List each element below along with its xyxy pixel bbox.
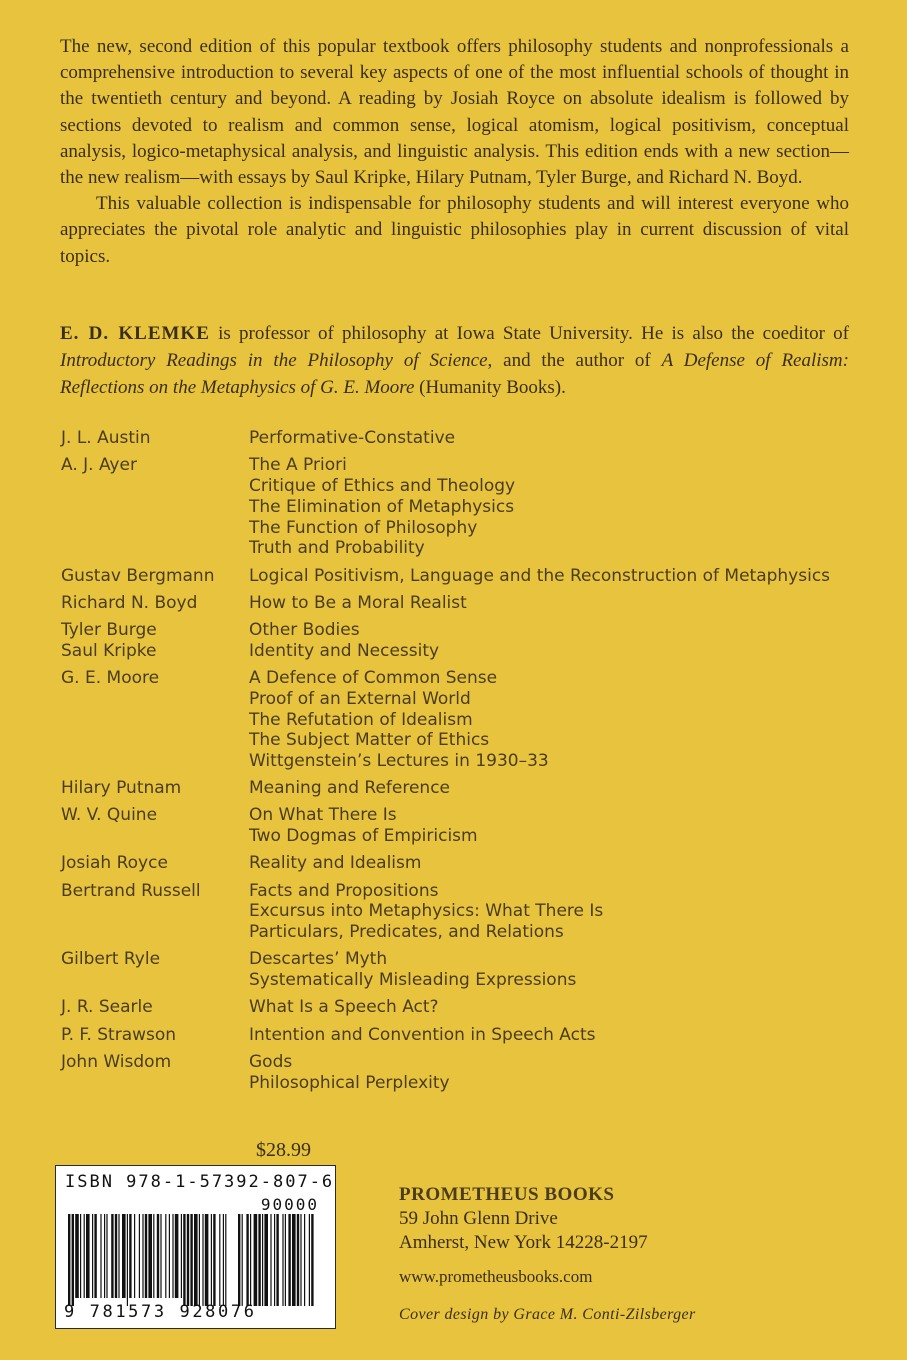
contents-title: How to Be a Moral Realist xyxy=(249,592,467,613)
contents-title: Reality and Idealism xyxy=(249,853,422,874)
barcode-addon-bar xyxy=(288,1214,290,1306)
editor-bio xyxy=(60,320,849,401)
contents-list xyxy=(61,428,861,1100)
contents-author: G. E. Moore xyxy=(61,667,160,688)
bio-text-3: (Humanity Books). xyxy=(414,377,566,398)
barcode-bar xyxy=(194,1214,198,1306)
contents-titles xyxy=(249,881,861,943)
contents-author: W. V. Quine xyxy=(61,805,158,826)
contents-title: Proof of an External World xyxy=(249,688,471,709)
contents-entry xyxy=(61,949,861,991)
contents-title: The A Priori xyxy=(249,455,347,476)
contents-titles xyxy=(249,1025,861,1046)
barcode-addon-bar xyxy=(282,1214,283,1306)
contents-entry xyxy=(61,668,861,772)
contents-entry xyxy=(61,1025,861,1046)
barcode-bars xyxy=(66,1214,316,1306)
barcode-bar xyxy=(160,1214,161,1298)
contents-entry xyxy=(61,455,861,559)
contents-title: Gods xyxy=(249,1051,293,1072)
barcode-addon-number: 90000 xyxy=(260,1195,319,1214)
contents-title: Systematically Misleading Expressions xyxy=(249,970,577,991)
blurb-paragraph-2: This valuable collection is indispensable for philosophy students and will interest everyone who appreciates the pivotal role analytic and linguistic philosophies play in current discussion of vital topics. xyxy=(60,193,849,267)
contents-title: Excursus into Metaphysics: What There Is xyxy=(249,901,604,922)
contents-title: The Refutation of Idealism xyxy=(249,709,473,730)
contents-entry xyxy=(61,428,861,449)
barcode-addon-bar xyxy=(262,1214,263,1306)
bio-book-title-2: A Defense of Realism: Reflections on the Metaphysics of G. E. Moore xyxy=(60,350,849,398)
contents-titles xyxy=(249,566,861,587)
barcode-bar xyxy=(157,1214,159,1298)
barcode-bar xyxy=(202,1214,203,1306)
barcode-bar xyxy=(75,1214,79,1298)
description-blurb xyxy=(60,34,849,270)
barcode-bar xyxy=(127,1214,128,1306)
contents-author: J. R. Searle xyxy=(61,997,153,1018)
barcode-addon-bar xyxy=(309,1214,310,1306)
barcode-bar xyxy=(106,1214,107,1298)
contents-entry xyxy=(61,805,861,847)
barcode-bar xyxy=(183,1214,185,1306)
contents-title: A Defence of Common Sense xyxy=(249,667,498,688)
barcode-addon-bar xyxy=(258,1214,260,1306)
barcode-bar xyxy=(142,1214,143,1298)
barcode-bar xyxy=(225,1214,226,1306)
contents-title: Particulars, Predicates, and Relations xyxy=(249,922,564,943)
barcode-bar xyxy=(94,1214,96,1298)
barcode-addon-bar xyxy=(311,1214,313,1306)
contents-title: Meaning and Reference xyxy=(249,778,451,799)
barcode-bar xyxy=(68,1214,70,1306)
barcode-addon-bar xyxy=(254,1214,258,1306)
editor-name: E. D. KLEMKE xyxy=(60,323,210,344)
barcode-bar xyxy=(211,1214,212,1306)
contents-title: Philosophical Perplexity xyxy=(249,1072,450,1093)
contents-title: Intention and Convention in Speech Acts xyxy=(249,1024,596,1045)
barcode-bar xyxy=(190,1214,192,1306)
contents-author: Richard N. Boyd xyxy=(61,592,198,613)
contents-titles xyxy=(249,949,861,991)
barcode-addon-bar xyxy=(250,1214,251,1306)
contents-author: P. F. Strawson xyxy=(61,1024,177,1045)
contents-title: Truth and Probability xyxy=(249,538,425,559)
barcode-addon-bar xyxy=(297,1214,299,1306)
contents-title: Wittgenstein’s Lectures in 1930–33 xyxy=(249,751,549,772)
contents-author: A. J. Ayer xyxy=(61,455,137,476)
barcode-bar xyxy=(134,1214,135,1298)
contents-title: Identity and Necessity xyxy=(249,640,440,661)
barcode-addon-bar xyxy=(238,1214,240,1306)
contents-titles xyxy=(249,1052,861,1094)
barcode-addon-bar xyxy=(300,1214,301,1306)
barcode-bar xyxy=(100,1214,101,1298)
contents-titles xyxy=(249,853,861,874)
barcode-bar xyxy=(92,1214,93,1298)
contents-author: John Wisdom xyxy=(61,1051,172,1072)
contents-title: Performative-Constative xyxy=(249,428,456,448)
barcode-addon-bar xyxy=(274,1214,275,1306)
barcode-addon-bar xyxy=(285,1214,286,1306)
publisher-info xyxy=(399,1183,648,1289)
contents-titles xyxy=(249,428,861,449)
barcode-bar xyxy=(153,1214,154,1298)
contents-title: Logical Positivism, Language and the Reconstruction of Metaphysics xyxy=(249,565,831,586)
barcode-bar xyxy=(80,1214,81,1298)
contents-title: Critique of Ethics and Theology xyxy=(249,475,516,496)
contents-title: The Elimination of Metaphysics xyxy=(249,496,515,517)
barcode-bar xyxy=(72,1214,74,1306)
barcode-addon-bar xyxy=(242,1214,243,1306)
barcode-bar xyxy=(145,1214,147,1298)
barcode-addon-bar xyxy=(304,1214,305,1306)
barcode-bar xyxy=(223,1214,224,1306)
barcode-bar xyxy=(175,1214,179,1298)
contents-title: Facts and Propositions xyxy=(249,880,439,901)
barcode-addon-bar xyxy=(264,1214,268,1306)
barcode-bar xyxy=(129,1214,131,1298)
contents-title: On What There Is xyxy=(249,805,397,826)
barcode-bar xyxy=(213,1214,215,1306)
contents-title: What Is a Speech Act? xyxy=(249,997,439,1018)
barcode-bar xyxy=(122,1214,126,1298)
barcode-bar xyxy=(199,1214,200,1306)
barcode-addon-bar xyxy=(276,1214,278,1306)
contents-author: Hilary Putnam xyxy=(61,778,182,799)
barcode-bar xyxy=(219,1214,220,1306)
barcode-bar xyxy=(169,1214,170,1298)
publisher-address-line-1: 59 John Glenn Drive xyxy=(399,1208,558,1229)
bio-book-title-1: Introductory Readings in the Philosophy of Science xyxy=(60,350,488,371)
contents-titles xyxy=(249,997,861,1018)
contents-author: Bertrand Russell xyxy=(61,880,201,901)
ean-digits: 9 781573 928076 xyxy=(64,1302,257,1322)
contents-entry xyxy=(61,1052,861,1094)
bio-text-1: is professor of philosophy at Iowa State University. He is also the coeditor of xyxy=(209,323,850,344)
barcode-bar xyxy=(118,1214,119,1298)
contents-author: Tyler Burge Saul Kripke xyxy=(61,619,157,661)
barcode-bar xyxy=(84,1214,85,1298)
contents-entry xyxy=(61,620,861,662)
isbn-barcode xyxy=(55,1165,336,1329)
contents-entry xyxy=(61,997,861,1018)
contents-titles xyxy=(249,620,861,662)
contents-entry xyxy=(61,853,861,874)
barcode-addon-bar xyxy=(292,1214,296,1306)
contents-author: J. L. Austin xyxy=(61,428,151,448)
barcode-bar xyxy=(104,1214,105,1298)
publisher-url: www.prometheusbooks.com xyxy=(399,1267,593,1286)
isbn-text: ISBN 978-1-57392-807-6 xyxy=(65,1172,335,1192)
contents-titles xyxy=(249,593,861,614)
contents-titles xyxy=(249,455,861,559)
barcode-addon-bar xyxy=(246,1214,248,1306)
barcode-bar xyxy=(181,1214,182,1298)
contents-title: Two Dogmas of Empiricism xyxy=(249,826,478,847)
contents-author: Gustav Bergmann xyxy=(61,565,215,586)
contents-title: Other Bodies xyxy=(249,619,360,640)
contents-title: Descartes’ Myth xyxy=(249,949,388,970)
barcode-bar xyxy=(172,1214,173,1298)
bio-text-2: , and the author of xyxy=(487,350,662,371)
contents-author: Josiah Royce xyxy=(61,853,168,874)
cover-design-credit: Cover design by Grace M. Conti-Zilsberger xyxy=(399,1306,696,1323)
barcode-bar xyxy=(115,1214,117,1298)
barcode-bar xyxy=(148,1214,152,1298)
barcode-bar xyxy=(111,1214,113,1298)
contents-titles xyxy=(249,805,861,847)
contents-author: Gilbert Ryle xyxy=(61,949,161,970)
barcode-bar xyxy=(86,1214,90,1298)
publisher-address-line-2: Amherst, New York 14228-2197 xyxy=(399,1232,648,1253)
contents-entry xyxy=(61,778,861,799)
barcode-bar xyxy=(139,1214,140,1298)
contents-titles xyxy=(249,778,861,799)
publisher-name: PROMETHEUS BOOKS xyxy=(399,1184,615,1205)
barcode-bar xyxy=(165,1214,166,1298)
barcode-bar xyxy=(187,1214,189,1306)
price-label: $28.99 xyxy=(256,1139,311,1161)
blurb-paragraph-1: The new, second edition of this popular textbook offers philosophy students and nonprofessionals a comprehensive introduction to several key aspects of one of the most influential schools of thought in the twentieth century and beyond. A reading by Josiah Royce on absolute idealism is followed by sections devoted to realism and common sense, logical atomism, logical positivism, conceptual analysis, logico-metaphysical analysis, and linguistic analysis. This edition ends with a new section—the new realism—with essays by Saul Kripke, Hilary Putnam, Tyler Burge, and Richard N. Boyd. xyxy=(60,36,849,189)
contents-title: The Function of Philosophy xyxy=(249,517,478,538)
barcode-addon-bar xyxy=(270,1214,271,1306)
contents-entry xyxy=(61,566,861,587)
contents-entry xyxy=(61,881,861,943)
contents-titles xyxy=(249,668,861,772)
contents-entry xyxy=(61,593,861,614)
contents-title: The Subject Matter of Ethics xyxy=(249,730,490,751)
barcode-bar xyxy=(205,1214,209,1306)
